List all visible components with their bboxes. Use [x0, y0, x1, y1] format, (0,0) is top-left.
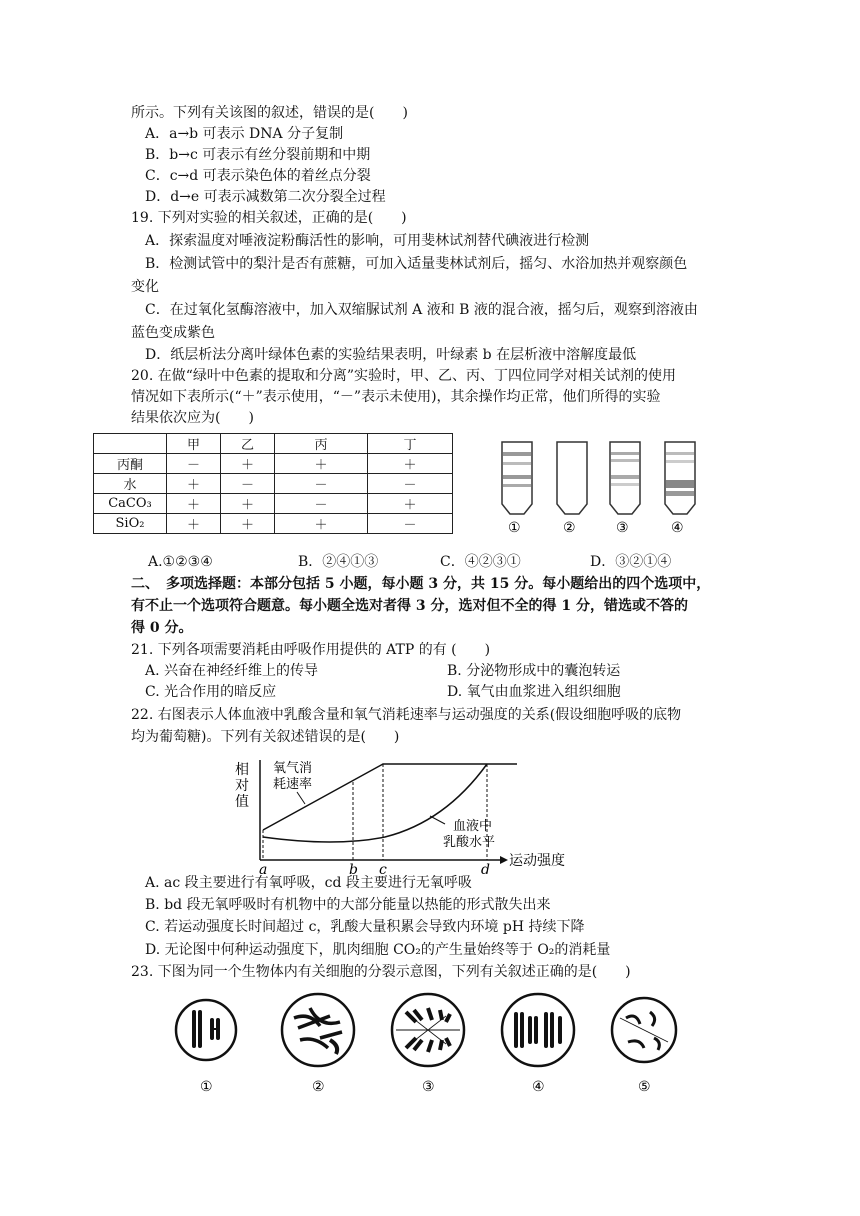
table-row	[94, 474, 453, 494]
x-axis-arrow	[500, 856, 508, 864]
q20-stem-line2: 情况如下表所示(“＋”表示使用，“－”表示未使用)，其余操作均正常，他们所得的实验	[131, 389, 661, 405]
q19-stem: 19. 下列对实验的相关叙述，正确的是( )	[131, 210, 407, 226]
cell-3	[392, 994, 464, 1066]
q19-option-d: D．纸层析法分离叶绿体色素的实验结果表明，叶绿素 b 在层析液中溶解度最低	[145, 347, 637, 363]
table-cell: ＋	[221, 494, 275, 514]
q19-option-b-cont: 变化	[131, 279, 159, 295]
cell-label: ①	[200, 1079, 213, 1095]
tick-label-c: c	[379, 862, 387, 878]
table-cell: ＋	[167, 474, 221, 494]
table-cell: ＋	[368, 454, 453, 474]
q22-option-d: D. 无论图中何种运动强度下，肌肉细胞 CO₂的产生量始终等于 O₂的消耗量	[145, 942, 611, 958]
tube-2	[557, 442, 587, 514]
q19-option-c-cont: 蓝色变成紫色	[131, 325, 215, 341]
table-cell: ＋	[275, 514, 368, 534]
q18-option-b: B．b→c 可表示有丝分裂前期和中期	[145, 147, 371, 163]
oxygen-curve-label: 氧气消	[273, 761, 313, 776]
oxygen-label-pointer	[297, 792, 305, 804]
table-cell: ＋	[275, 454, 368, 474]
q22-option-c: C. 若运动强度长时间超过 c，乳酸大量积累会导致内环境 pH 持续下降	[145, 919, 585, 935]
table-cell: －	[275, 474, 368, 494]
q22-option-b: B. bd 段无氧呼吸时有机物中的大部分能量以热能的形式散失出来	[145, 897, 551, 913]
table-cell: ＋	[167, 514, 221, 534]
q21-option-a: A. 兴奋在神经纤维上的传导	[145, 663, 319, 679]
table-cell: ＋	[221, 514, 275, 534]
lactic-label-pointer	[430, 816, 445, 824]
graph-xlabel: 运动强度	[509, 853, 565, 869]
cell-2	[282, 994, 354, 1066]
section2-heading-line2: 有不止一个选项符合题意。每小题全选对者得 3 分，选对但不全的得 1 分，错选或不答的	[131, 598, 688, 614]
table-row	[94, 514, 453, 534]
tube-label: ④	[671, 520, 684, 536]
tube-1	[502, 442, 532, 514]
q20-option-d: D．③②①④	[590, 554, 672, 570]
chromatography-tubes-figure	[490, 432, 730, 542]
q21-stem: 21. 下列各项需要消耗由呼吸作用提供的 ATP 的有 ( )	[131, 642, 491, 658]
table-header-row	[94, 434, 453, 454]
q22-option-a: A. ac 段主要进行有氧呼吸，cd 段主要进行无氧呼吸	[145, 875, 472, 891]
cell-label: ②	[312, 1079, 325, 1095]
cell-label: ④	[532, 1079, 545, 1095]
table-cell: CaCO₃	[94, 494, 167, 514]
table-cell: SiO₂	[94, 514, 167, 534]
cell-label: ⑤	[638, 1079, 651, 1095]
respiration-graph	[225, 752, 645, 877]
table-cell: －	[368, 474, 453, 494]
table-row	[94, 454, 453, 474]
table-cell: 丙	[275, 434, 368, 454]
q20-option-c: C．④②③①	[440, 554, 521, 570]
section2-heading-line1: 二、 多项选择题：本部分包括 5 小题，每小题 3 分，共 15 分。每小题给出的四个选项中，	[131, 576, 711, 592]
q20-stem-line1: 20. 在做“绿叶中色素的提取和分离”实验时，甲、乙、丙、丁四位同学对相关试剂的使用	[131, 368, 677, 384]
lactic-curve-label: 血液中	[453, 819, 493, 834]
q21-option-c: C. 光合作用的暗反应	[145, 684, 277, 700]
table-cell: ＋	[167, 494, 221, 514]
table-cell: ＋	[368, 494, 453, 514]
table-cell: 丁	[368, 434, 453, 454]
oxygen-curve-label: 耗速率	[273, 777, 313, 792]
q19-option-c: C．在过氧化氢酶溶液中，加入双缩脲试剂 A 液和 B 液的混合液，摇匀后，观察到溶液由	[145, 302, 698, 318]
table-cell: 乙	[221, 434, 275, 454]
tube-label: ②	[563, 520, 576, 536]
q22-stem-line2: 均为葡萄糖)。下列有关叙述错误的是( )	[131, 729, 400, 745]
q21-option-b: B. 分泌物形成中的囊泡转运	[447, 663, 621, 679]
table-cell: －	[368, 514, 453, 534]
table-cell: －	[275, 494, 368, 514]
tube-label: ①	[508, 520, 521, 536]
q18-option-d: D．d→e 可表示减数第二次分裂全过程	[145, 189, 386, 205]
cell-label: ③	[422, 1079, 435, 1095]
q21-option-d: D. 氧气由血浆进入组织细胞	[447, 684, 621, 700]
q19-option-a: A．探索温度对唾液淀粉酶活性的影响，可用斐林试剂替代碘液进行检测	[145, 233, 590, 249]
tick-label-d: d	[481, 862, 490, 878]
q22-stem-line1: 22. 右图表示人体血液中乳酸含量和氧气消耗速率与运动强度的关系(假设细胞呼吸的底物	[131, 707, 682, 723]
cell-division-figure	[170, 988, 730, 1098]
q20-option-a: A.①②③④	[148, 554, 213, 570]
table-cell	[94, 434, 167, 454]
cell-5	[612, 998, 676, 1062]
reagent-table	[93, 433, 453, 534]
q18-option-a: A．a→b 可表示 DNA 分子复制	[145, 126, 344, 142]
table-cell: 甲	[167, 434, 221, 454]
q20-option-b: B．②④①③	[298, 554, 379, 570]
table-cell: 水	[94, 474, 167, 494]
cell-4	[502, 994, 574, 1066]
lactic-curve-label: 乳酸水平	[443, 835, 496, 850]
cell-1	[176, 1000, 236, 1060]
q18-stem: 所示。下列有关该图的叙述，错误的是( )	[131, 105, 408, 121]
table-cell: －	[221, 474, 275, 494]
q20-stem-line3: 结果依次应为( )	[131, 410, 254, 426]
q18-option-c: C．c→d 可表示染色体的着丝点分裂	[145, 168, 371, 184]
graph-ylabel: 相对值	[235, 762, 249, 810]
q19-option-b: B．检测试管中的梨汁是否有蔗糖，可加入适量斐林试剂后，摇匀、水浴加热并观察颜色	[145, 256, 688, 272]
tube-label: ③	[616, 520, 629, 536]
tick-label-b: b	[349, 862, 358, 878]
table-cell: 丙酮	[94, 454, 167, 474]
tube-3	[610, 442, 640, 514]
table-row	[94, 494, 453, 514]
section2-heading-line3: 得 0 分。	[131, 620, 193, 636]
tube-4	[665, 442, 695, 514]
table-cell: ＋	[221, 454, 275, 474]
table-cell: －	[167, 454, 221, 474]
tick-label-a: a	[259, 862, 268, 878]
q23-stem: 23. 下图为同一个生物体内有关细胞的分裂示意图，下列有关叙述正确的是( )	[131, 964, 631, 980]
